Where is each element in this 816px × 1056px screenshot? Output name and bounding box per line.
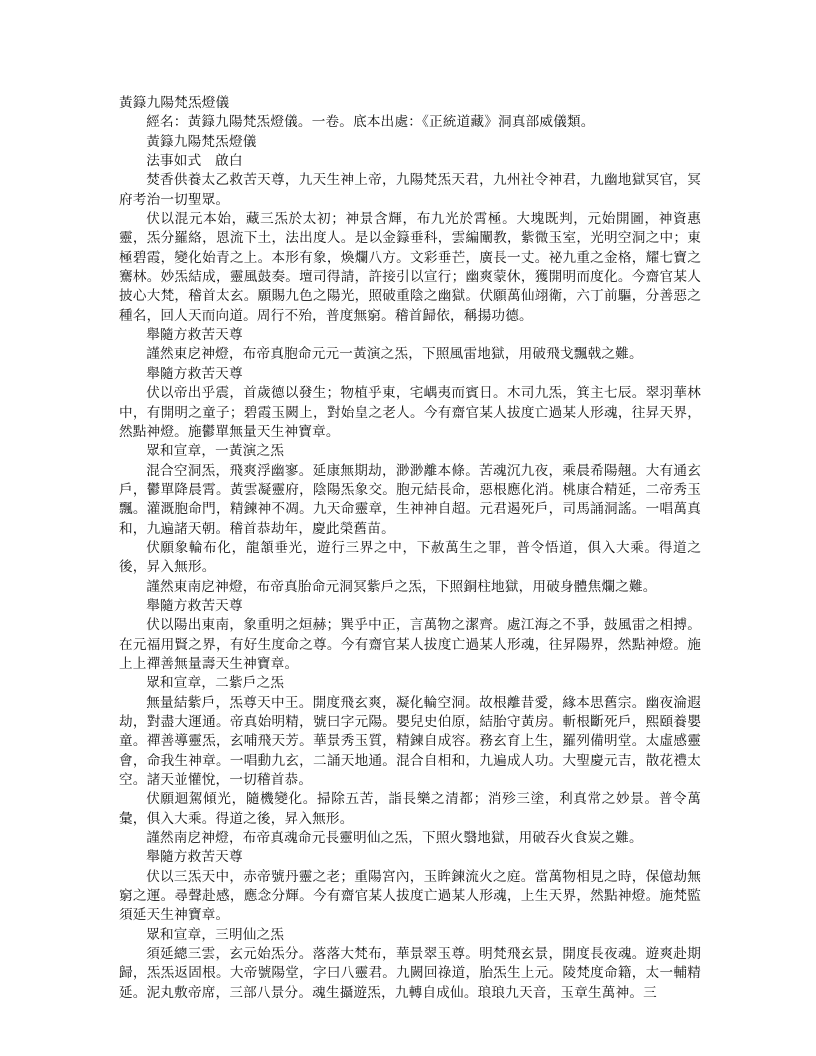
paragraph: 舉隨方救苦天尊 — [146, 365, 243, 382]
paragraph: 眾和宣章，二紫戶之炁 — [146, 675, 285, 692]
paragraph: 伏願迴駕傾光，隨機變化。掃除五苦，詣長樂之清都；消殄三塗，利真常之妙景。普令萬彙，俱入大乘。得道之後，昇入無形。 — [119, 791, 701, 827]
paragraph: 舉隨方救苦天尊 — [146, 597, 243, 614]
paragraph: 謹然南戹神燈，布帝真魂命元長靈明仙之炁，下照火翳地獄，用破吞火食炭之難。 — [146, 830, 643, 847]
document-body — [119, 113, 701, 1003]
paragraph: 伏以三炁天中，赤帝號丹靈之老；重陽宮內，玉眸鍊流火之庭。當萬物相見之時，保億劫無窮之運。尋聲赴感，應念分輝。今有齋官某人拔度亡過某人形魂，上生天界，然點神燈。施梵監須延天生神寶章。 — [119, 868, 701, 924]
paragraph: 伏以混元本始，藏三炁於太初；神景含輝，布九光於霄極。大塊既判，元始開圖，神資惠靈，炁分羅絡，恩流下土，法出度人。是以金籙垂科，雲編闡教，紫微玉室，光明空洞之中；東極碧霞，變化始青之上。本形有象，煥爛八方。文彩垂芒，廣長一丈。祕九重之金格，耀七寶之騫林。妙炁結成，靈風鼓奏。壇司得請，許接引以宣行；幽爽蒙休，獲開明而度化。今齋官某人披心大梵，稽首太玄。願賜九色之陽光，照破重陰之幽獄。伏願萬仙翊衛，六丁前驅，分善惡之種名，回人天而向道。周行不殆，普度無窮。稽首歸依，稱揚功德。 — [119, 211, 701, 324]
paragraph: 舉隨方救苦天尊 — [146, 327, 243, 344]
paragraph: 伏以陽出東南，象重明之烜赫；巽乎中正，言萬物之潔齊。處江海之不爭，鼓風雷之相搏。在元福用賢之界，有好生度命之尊。今有齋官某人拔度亡過某人形魂，往昇陽界，然點神燈。施上上禪善無量壽天生神寶章。 — [119, 617, 701, 672]
paragraph: 伏願象輪布化，龍頷垂光，遊行三界之中，下赦萬生之罪，普令悟道，俱入大乘。得道之後，昇入無形。 — [119, 539, 701, 576]
paragraph: 混合空洞炁，飛爽浮幽寥。延康無期劫，渺渺離本條。苦魂沉九夜，乘晨希陽翹。大有通玄戶，鬱單降晨霄。黃雲凝靈府，陰陽炁象交。胞元結長命，惡根應化消。桃康合精延，二帝秀玉飄。灌溉胞命門，精鍊神不凋。九天命靈章，生神神自超。元君遏死戶，司馬誦洞謠。一唱萬真和，九遍諸天朝。稽首恭劫年，慶此榮舊苗。 — [119, 462, 701, 537]
paragraph: 謹然東戹神燈，布帝真胞命元元一黃演之炁，下照風雷地獄，用破飛戈飄戟之難。 — [146, 346, 643, 363]
paragraph: 無量結紫戶，炁尊天中王。開度飛玄爽，凝化輪空洞。故根離昔愛，緣本思舊宗。幽夜淪遐劫，對盡大運通。帝真始明精，號曰字元陽。嬰兒史伯原，結胎守黃房。斬根斷死戶，熙頤養嬰童。禪善導靈炁，玄哺飛天芳。華景秀玉質，精鍊自成容。務玄育上生，羅列備明堂。太虛感靈會，命我生神章。一唱動九玄，二誦天地通。混合自相和，九遍成人功。大聖慶元吉，散花禮太空。諸天並懽悅，一切稽首恭。 — [119, 694, 701, 789]
paragraph: 經名：黃籙九陽梵炁燈儀。一卷。底本出處：《正統道藏》洞真部威儀類。 — [146, 114, 595, 131]
paragraph: 眾和宣章，一黃演之炁 — [146, 443, 285, 460]
paragraph: 法事如式 啟白 — [146, 153, 243, 170]
paragraph: 謹然東南戹神燈，布帝真胎命元洞冥紫戶之炁，下照銅柱地獄，用破身體焦爛之難。 — [146, 578, 657, 595]
paragraph: 焚香供養太乙救苦天尊，九天生神上帝，九陽梵炁天君，九州社令神君，九幽地獄冥官，冥府考治一切聖眾。 — [119, 172, 701, 208]
paragraph: 舉隨方救苦天尊 — [146, 849, 243, 866]
paragraph: 須延總三雲，玄元始炁分。落落大梵布，華景翠玉尊。明梵飛玄景，開度長夜魂。遊爽赴期歸，炁炁返固根。大帝號陽堂，字曰八靈君。九闕回祿道，胎炁生上元。陵梵度命籍，太一輔精延。泥丸敷帝席，三部八景分。魂生攝遊炁，九轉自成仙。琅琅九天音，玉章生萬神。三 — [119, 946, 701, 1001]
paragraph: 眾和宣章，三明仙之炁 — [146, 926, 285, 943]
document-title: 黃籙九陽梵炁燈儀 — [119, 95, 230, 111]
document-page — [119, 94, 701, 1003]
paragraph: 黃籙九陽梵炁燈儀 — [146, 133, 257, 150]
paragraph: 伏以帝出乎震，首歲德以發生；物植乎東，宅嵎夷而賓日。木司九炁，箕主七辰。翠羽華林中，有開明之童子；碧霞玉闕上，對始皇之老人。今有齋官某人拔度亡過某人形魂，往昇天界，然點神燈。施鬱單無量天生神寶章。 — [119, 385, 701, 440]
